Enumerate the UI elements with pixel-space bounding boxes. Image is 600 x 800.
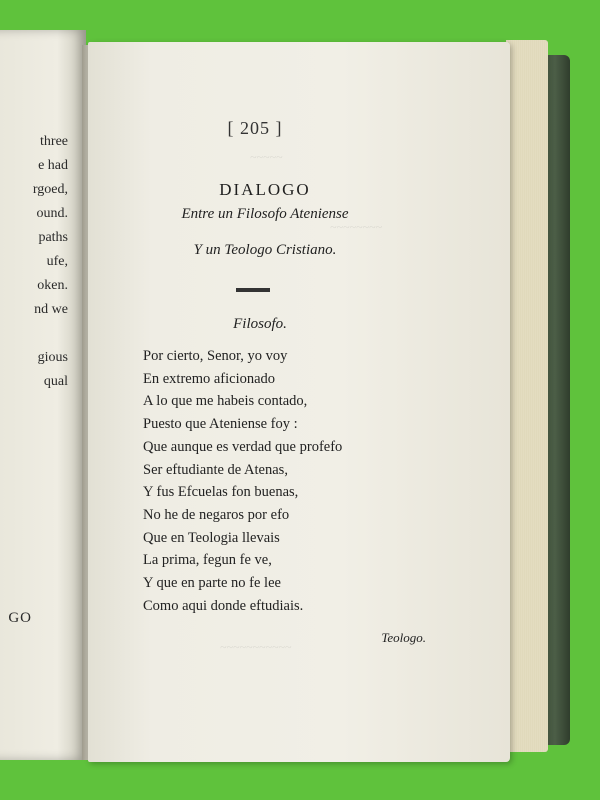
- left-page-heading: GO: [8, 610, 32, 626]
- left-page: [0, 30, 86, 760]
- bleed-through-text: ~~~~~~~~~~~: [220, 640, 292, 654]
- ornamental-rule: [236, 288, 270, 292]
- verse-line: En extremo aficionado: [143, 370, 276, 387]
- left-line: nd we: [34, 302, 68, 317]
- verse-line: Y fus Efcuelas fon buenas,: [143, 484, 299, 501]
- verse-line: Por cierto, Senor, yo voy: [143, 348, 288, 364]
- left-line: e had: [38, 158, 68, 173]
- verse-line: Y que en parte no fe lee: [143, 575, 281, 592]
- verse-line: Puesto que Ateniense foy :: [143, 416, 298, 433]
- left-line: rgoed,: [32, 182, 68, 197]
- catchword: Teologo.: [381, 630, 426, 645]
- verse-line: Como aqui donde eftudiais.: [143, 597, 304, 614]
- page-title: DIALOGO: [219, 180, 311, 199]
- verse-line: No he de negaros por efo: [143, 506, 290, 523]
- left-line: ound.: [36, 206, 68, 221]
- verse-line: A lo que me habeis contado,: [143, 393, 308, 410]
- subtitle-first: Entre un Filosofo Ateniense: [181, 206, 349, 222]
- left-line: ufe,: [46, 254, 68, 269]
- verse-line: Que en Teologia llevais: [143, 529, 280, 546]
- verse-line: La prima, fegun fe ve,: [143, 552, 272, 569]
- page-edges: [506, 40, 548, 752]
- left-line: gious: [37, 350, 68, 365]
- page-number: [ 205 ]: [227, 118, 283, 138]
- bleed-through-text: ~~~~~~~~: [330, 220, 382, 234]
- bleed-through-text: ~~~~~: [250, 150, 283, 164]
- speaker-label: Filosofo.: [233, 316, 287, 332]
- subtitle-second: Y un Teologo Cristiano.: [193, 242, 337, 258]
- left-line: oken.: [37, 278, 68, 293]
- verse-line: Que aunque es verdad que profefo: [143, 438, 343, 455]
- left-line: three: [40, 134, 68, 149]
- verse-line: Ser eftudiante de Atenas,: [143, 461, 288, 478]
- left-line: paths: [38, 230, 68, 245]
- verse-block: [143, 345, 383, 617]
- left-line: [0, 322, 68, 346]
- left-page-text: [0, 130, 68, 394]
- left-line: qual: [43, 374, 68, 389]
